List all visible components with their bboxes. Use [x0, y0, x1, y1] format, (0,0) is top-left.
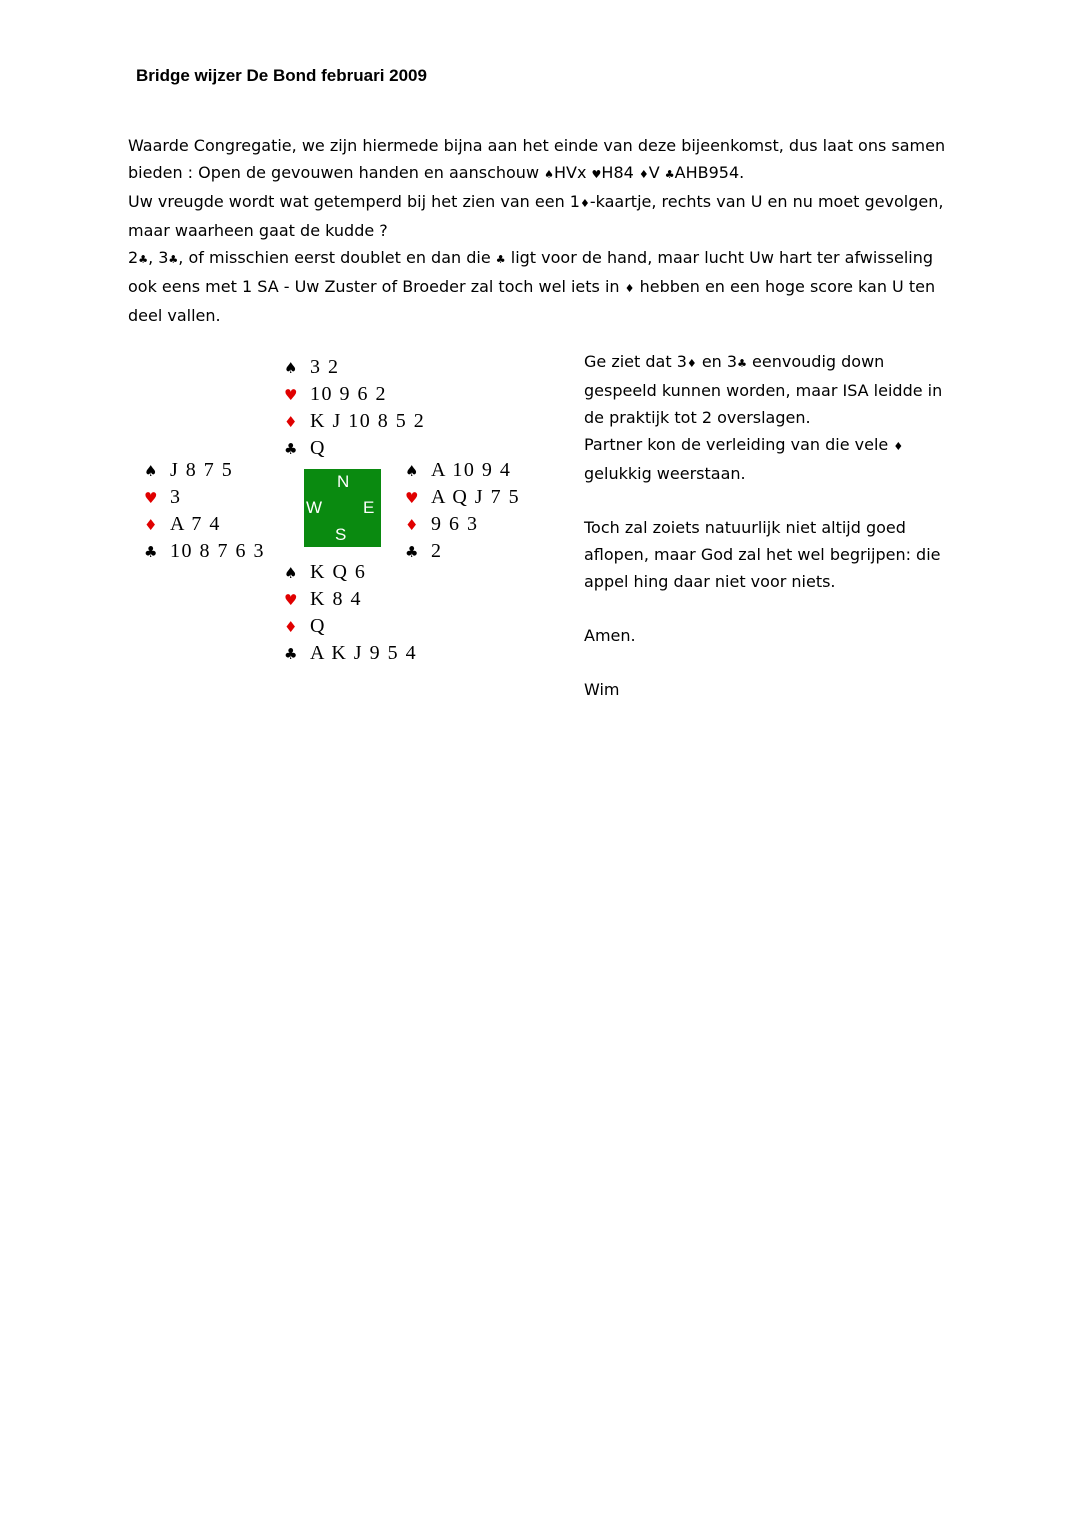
hearts-row [144, 484, 265, 511]
hearts-cards: A Q J 7 5 [431, 486, 521, 508]
diamonds-cards: A 7 4 [170, 513, 221, 535]
commentary-paragraph [584, 514, 944, 595]
diamonds-icon: ♦ [284, 618, 298, 636]
commentary-paragraph [584, 348, 944, 431]
spades-row [405, 457, 520, 484]
hearts-icon: ♥ [144, 489, 158, 507]
text-run: Ge ziet dat 3 [584, 352, 687, 371]
diamonds-row [284, 613, 417, 640]
hearts-row [405, 484, 520, 511]
compass-north: N [337, 472, 350, 491]
text-run: , 3 [148, 248, 169, 267]
intro-paragraph [128, 188, 948, 244]
suit-icon: ♣ [737, 357, 747, 370]
suit-icon: ♣ [138, 253, 149, 266]
text-run: eenvoudig down gespeeld kunnen worden, maar ISA leidde in de praktijk tot 2 overslagen. [584, 352, 943, 427]
clubs-cards: 2 [431, 540, 443, 562]
suit-icon: ♦ [638, 168, 649, 181]
hand-west [144, 457, 265, 565]
text-run: Amen. [584, 626, 636, 645]
diamonds-row [284, 408, 425, 435]
text-run: Uw vreugde wordt wat getemperd bij het zien van een 1 [128, 192, 580, 211]
text-run: V [648, 163, 665, 182]
clubs-cards: 10 8 7 6 3 [170, 540, 265, 562]
suit-icon: ♦ [893, 440, 904, 453]
commentary-paragraph [584, 622, 944, 649]
spades-cards: A 10 9 4 [431, 459, 512, 481]
spades-icon: ♠ [144, 462, 158, 480]
hearts-icon: ♥ [405, 489, 419, 507]
spades-cards: K Q 6 [310, 561, 367, 583]
suit-icon: ♣ [168, 253, 179, 266]
hand-north [284, 354, 425, 462]
diamonds-cards: 9 6 3 [431, 513, 479, 535]
hearts-row [284, 586, 417, 613]
diamonds-row [405, 511, 520, 538]
text-run: ligt voor de hand, maar lucht Uw hart ter afwisseling ook eens met 1 SA - Uw Zuster of Broeder zal toch wel iets in [128, 248, 934, 296]
suit-icon: ♥ [591, 168, 602, 181]
spades-row [144, 457, 265, 484]
suit-icon: ♦ [624, 282, 635, 295]
text-run: hebben en een hoge score kan U ten deel vallen. [128, 277, 936, 325]
paragraph-gap [584, 595, 944, 622]
page-title: Bridge wijzer De Bond februari 2009 [136, 66, 427, 85]
text-run: en 3 [696, 352, 738, 371]
diamonds-cards: K J 10 8 5 2 [310, 410, 426, 432]
compass-box [304, 469, 381, 547]
text-run: HVx [554, 163, 592, 182]
hearts-icon: ♥ [284, 386, 298, 404]
spades-cards: 3 2 [310, 356, 340, 378]
intro-paragraph [128, 132, 948, 188]
paragraph-gap [584, 487, 944, 514]
spades-row [284, 559, 417, 586]
hand-south [284, 559, 417, 667]
diamonds-icon: ♦ [284, 413, 298, 431]
spades-cards: J 8 7 5 [170, 459, 234, 481]
compass-south: S [335, 525, 347, 544]
clubs-cards: Q [310, 437, 326, 459]
text-run: AHB954. [674, 163, 745, 182]
clubs-row [284, 640, 417, 667]
text-run: Waarde Congregatie, we zijn hiermede bijna aan het einde van deze bijeenkomst, dus laat ons samen bieden : Open de gevouwen handen en aanschouw [128, 136, 946, 182]
clubs-cards: A K J 9 5 4 [310, 642, 418, 664]
text-run: , of misschien eerst doublet en dan die [178, 248, 496, 267]
clubs-icon: ♣ [405, 543, 419, 561]
intro-text [128, 132, 948, 329]
hearts-icon: ♥ [284, 591, 298, 609]
clubs-icon: ♣ [284, 440, 298, 458]
suit-icon: ♦ [579, 197, 590, 210]
spades-icon: ♠ [284, 359, 298, 377]
paragraph-gap [584, 649, 944, 676]
suit-icon: ♦ [686, 357, 697, 370]
hearts-cards: 3 [170, 486, 182, 508]
hearts-row [284, 381, 425, 408]
intro-paragraph [128, 244, 948, 329]
commentary-paragraph [584, 431, 944, 487]
clubs-icon: ♣ [284, 645, 298, 663]
text-run: Wim [584, 680, 620, 699]
suit-icon: ♠ [544, 168, 554, 181]
text-run: Partner kon de verleiding van die vele [584, 435, 894, 454]
spades-row [284, 354, 425, 381]
suit-icon: ♣ [495, 253, 506, 266]
commentary-paragraph [584, 676, 944, 703]
clubs-icon: ♣ [144, 543, 158, 561]
text-run: Toch zal zoiets natuurlijk niet altijd goed aflopen, maar God zal het wel begrijpen: die appel hing daar niet voor niets. [584, 518, 941, 591]
suit-icon: ♣ [664, 168, 675, 181]
text-run: gelukkig weerstaan. [584, 464, 746, 483]
commentary-text [584, 348, 944, 703]
text-run: H84 [601, 163, 639, 182]
hearts-cards: 10 9 6 2 [310, 383, 387, 405]
clubs-row [144, 538, 265, 565]
diamonds-icon: ♦ [144, 516, 158, 534]
spades-icon: ♠ [405, 462, 419, 480]
text-run: 2 [128, 248, 139, 267]
spades-icon: ♠ [284, 564, 298, 582]
hand-east [405, 457, 520, 565]
diamonds-cards: Q [310, 615, 326, 637]
clubs-row [405, 538, 520, 565]
compass-west: W [306, 498, 323, 517]
compass-east: E [363, 498, 375, 517]
hearts-cards: K 8 4 [310, 588, 362, 610]
diamonds-icon: ♦ [405, 516, 419, 534]
diamonds-row [144, 511, 265, 538]
text-run: -kaartje, rechts van U en nu moet gevolgen, maar waarheen gaat de kudde ? [128, 192, 944, 240]
